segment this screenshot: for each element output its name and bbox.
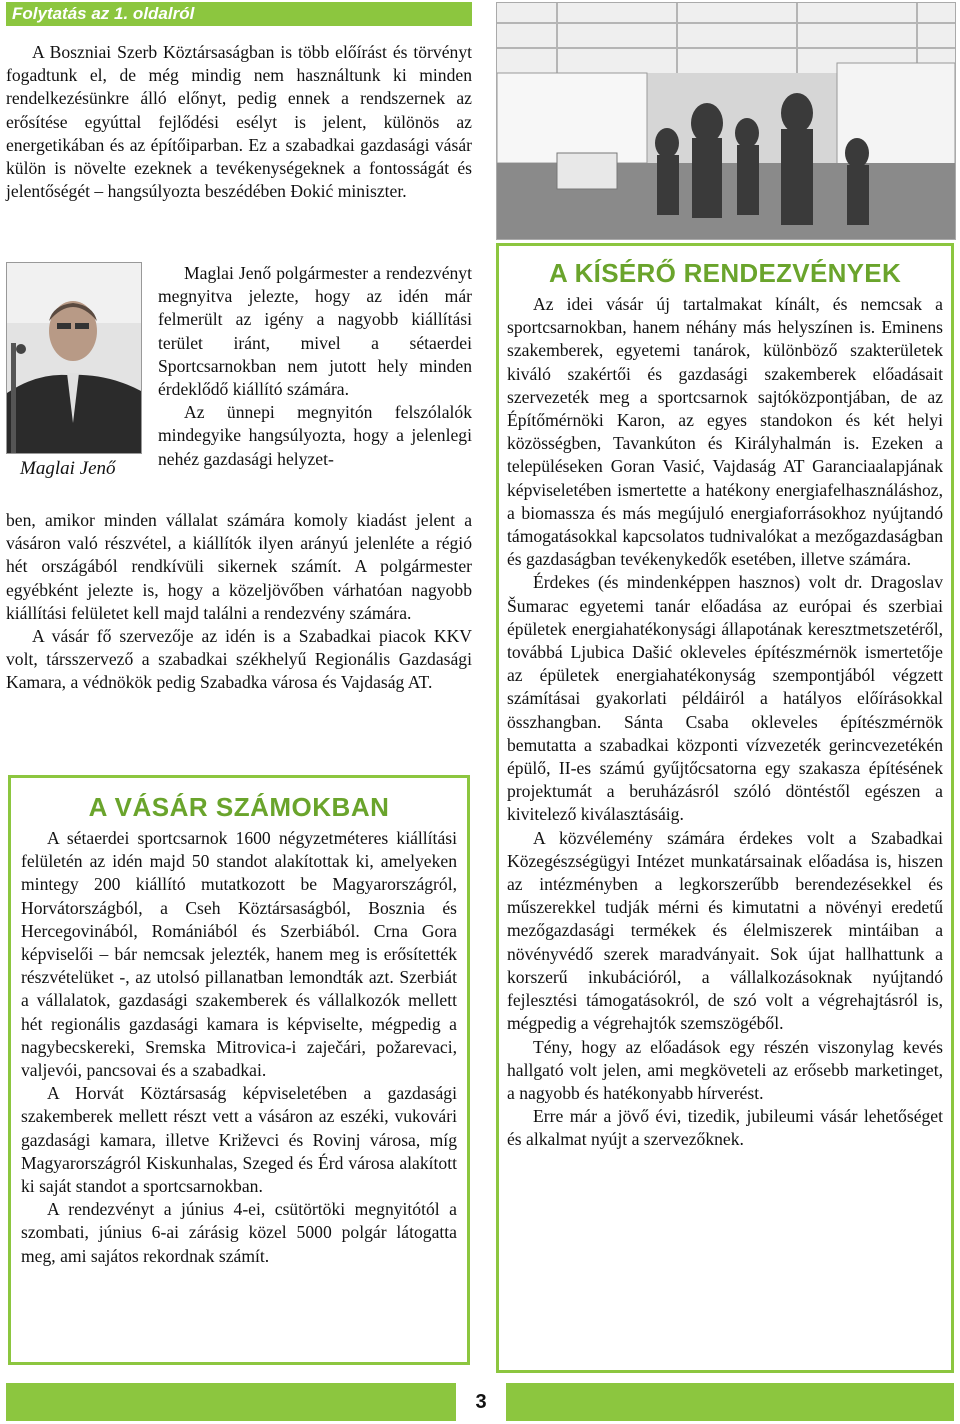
events-paragraph-3: A közvélemény számára érdekes volt a Szabadkai Közegészségügyi Intézet munkatársainak előadása is, hiszen az intézményben a legkorszerűbb berendezésekkel és műszerekkel tudják mérni és kimutatni a növényi eredetű mezőgazdasági termékek és élelmiszerek mintáiban a növényvédő szerek maradványait. Sok újat hallhattunk a korszerű inkubációról, a vállalkozásoknak nyújtandó fejlesztési támogatásokról, de szó volt a végrehajtásról is, mégpedig a végrehajtók szemszögéből. [507, 827, 943, 1034]
intro-text [6, 41, 472, 203]
fair-in-numbers-box [8, 775, 470, 1365]
numbers-paragraph-2: A Horvát Köztársaság képviseletében a gazdasági szakemberek mellett részt vett a vásáron az eszéki, vukovári gazdasági kamara, illetve Križevci és Rovinj városa, míg Magyarországról Kiskunhalas, Szeged és Érd városa alakított ki saját standot a sportcsarnokban. [21, 1083, 457, 1197]
page-number: 3 [475, 1391, 487, 1413]
footer-bar-right [506, 1383, 954, 1421]
organizers-paragraph: A vásár fő szervezője az idén is a Szabadkai piacok KKV volt, társszervező a szabadkai székhelyű Regionális Gazdasági Kamara, a védnökök pedig Szabadka városa és Vajdaság AT. [6, 626, 472, 693]
events-paragraph-1: Az idei vásár új tartalmakat kínált, és nemcsak a sportcsarnokban, hanem néhány más helyszínen is. Eminens szakemberek, egyetemi tanárok, különböző szakterületek kiváló szakértői és gazdasági szakemberek előadásait szervezeték meg a sportcsarnok sajtóközpontjában, de az Építőmérnöki Karon, az egyes standokon és két helyi közösségben, Tavankúton és Királyhalmán is. Ezeken a településeken Goran Vasić, Vajdaság AT Garanciaalapjának képviseletében ismertette a hatékony energiafelhasználáshoz, a biomassza és más megújuló energiaforrásokhoz nyújtandó támogatásokkal kapcsolatos tudnivalókat a mezőgazdaságban és gazdaságban tevékenykedők esetében, illetve számára. [507, 294, 943, 570]
mayor-paragraph-1: Maglai Jenő polgármester a rendezvényt megnyitva jelezte, hogy az idén már felmerült az igény a nagyobb kiállítási terület iránt, mivel a sétaerdei Sportcsarnokban nem jutott hely minden érdeklődő kiállító számára. [158, 263, 472, 400]
events-paragraph-5: Erre már a jövő évi, tizedik, jubileumi vásár lehetőséget és alkalmat nyújt a szervezőknek. [507, 1106, 943, 1150]
events-paragraph-4: Tény, hogy az előadások egy részén viszonylag kevés hallgató volt jelen, ami megköveteli az erősebb marketinget, a nagyobb és hatékonyabb hírverést. [507, 1036, 943, 1103]
side-events-box [496, 243, 954, 1373]
mayor-paragraph-2-start: Az ünnepi megnyitón felszólalók mindegyike hangsúlyozta, hogy a jelenlegi nehéz gazdasági helyzet- [158, 402, 472, 469]
numbers-paragraph-1: A sétaerdei sportcsarnok 1600 négyzetméteres kiállítási felületén az idén majd 50 standot alakítottak ki, amelyeken mintegy 200 kiállító mutatkozott be Magyarországról, Horvátországból, a Cseh Köztársaságból, Bosznia és Hercegovinából, Romániából és Szerbiából. Crna Gora képviselői – bár nemcsak jelezték, hanem meg is erősítették részvételüket -, az utolsó pillanatban lemondták azt. Szerbiát a vállalatok, gazdasági szakemberek és vállalkozók mellett hét regionális gazdasági kamara is képviselte, mégpedig a nagybecskereki, Sremska Mitrovica-i zaječári, požarevaci, valjevói, pancsovai és a szabadkai. [21, 828, 457, 1081]
mayor-paragraph-2-continued: ben, amikor minden vállalat számára komoly kiadást jelent a vásáron való részvétel, a kiállítók ilyen arányú jelenléte a régió hét országából rendkívüli sikernek számít. A polgármester egyébként jelezte is, hogy a közeljövőben várhatóan nagyobb kiállítási felületet kell majd találni a rendezvény számára. [6, 510, 472, 623]
numbers-paragraph-3: A rendezvényt a június 4-ei, csütörtöki megnyitótól a szombati, június 6-ai zárásig közel 5000 polgár látogatta meg, ami sajátos rekordnak számít. [21, 1199, 457, 1266]
mayor-photo [6, 262, 142, 454]
fair-hall-illustration [497, 3, 955, 239]
mayor-photo-illustration [7, 263, 141, 453]
intro-paragraph: A Boszniai Szerb Köztársaságban is több előírást és törvényt fogadtunk el, de még mindig nem használtunk ki minden rendelkezésünkre álló előnyt, pedig ennek a rendszernek az erősítése egyúttal fejlődési esélyt is jelent, különös az energetikában és az építőiparban. Ez a szabadkai gazdasági vásár külön is növelte ezeknek a tevékenységeknek a fontosságát és jelentőségét – hangsúlyozta beszédében Đokić miniszter. [6, 42, 472, 202]
events-paragraph-2: Érdekes (és mindenképpen hasznos) volt dr. Dragoslav Šumarac egyetemi tanár előadása az európai és szerbiai épületek energiahatékonysági állapotának keresztmetszetéről, továbbá Ljubica Dašić okleveles építészmérnök ismertetője az épületek energiahatékonyság szempontjából végzett számításai gyakorlati példáiról a hatályos előírásokkal összhangban. Sánta Csaba okleveles építészmérnök bemutatta a szabadkai központi vízvezeték gerincvezetékén épülő, II-es számú gyűjtőcsatorna egy szakasza építésének projektumát a beruházásról szóló döntéstől egészen a kivitelező kiválasztásáig. [507, 572, 943, 825]
fair-hall-photo [496, 2, 956, 240]
side-events-title: A KÍSÉRŐ RENDEZVÉNYEK [548, 258, 902, 288]
after-mayor-text [6, 509, 472, 695]
fair-in-numbers-title: A VÁSÁR SZÁMOKBAN [88, 792, 390, 822]
footer-bar-left [6, 1383, 456, 1421]
continued-from-banner: Folytatás az 1. oldalról [6, 2, 472, 26]
mayor-text [158, 262, 472, 471]
mayor-photo-caption: Maglai Jenő [20, 458, 116, 479]
